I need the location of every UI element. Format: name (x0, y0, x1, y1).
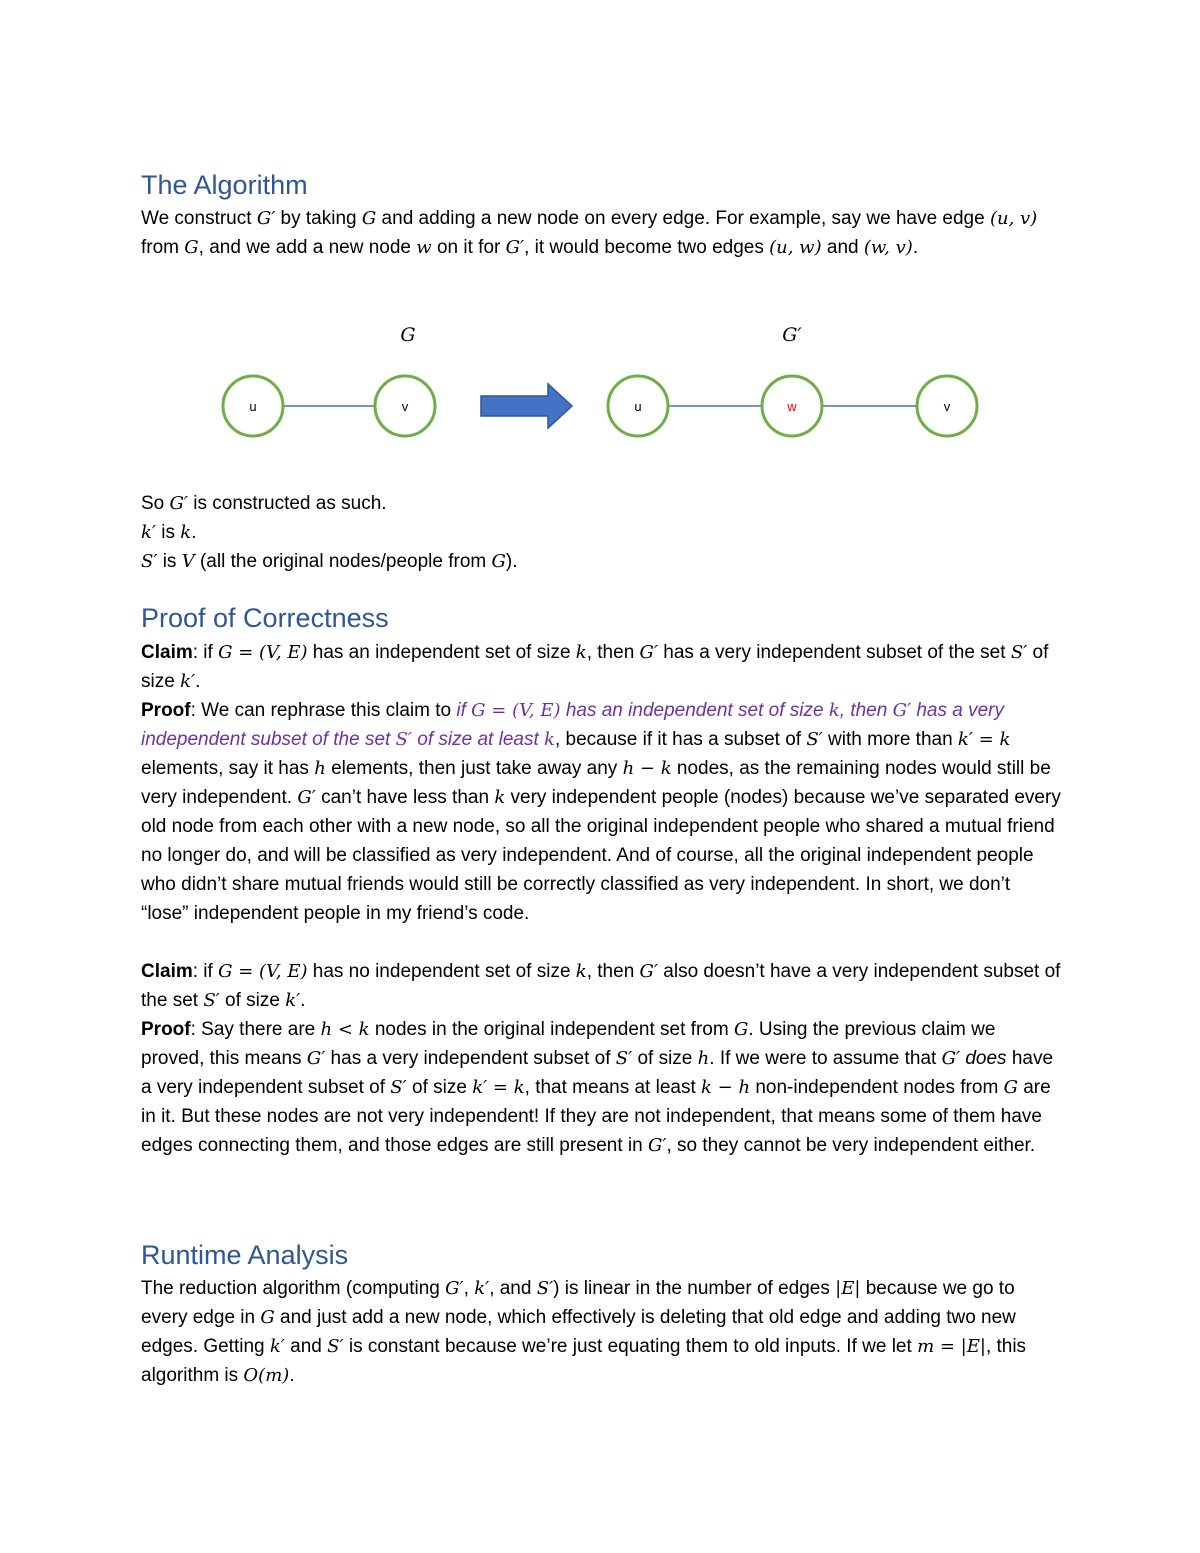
node-left-u-label: u (249, 399, 257, 414)
line-sprime: S′ is V (all the original nodes/people from G). (141, 551, 518, 572)
diagram-label-gprime: G′ (782, 324, 802, 346)
algorithm-definitions (141, 489, 1061, 576)
node-right-v-label: v (943, 399, 951, 414)
runtime-paragraph: The reduction algorithm (computing G′, k′, and S′) is linear in the number of edges |E| because we go to every edge in G and just add a new node, which effectively is deleting that old edge and adding two new edges. Getting k′ and S′ is constant because we’re just equating them to old inputs. If we let m = |E|, this algorithm is O(m). (141, 1278, 1027, 1386)
proof-1: Proof: We can rephrase this claim to if G = (V, E) has an independent set of size k, then G′ has a very independent subset of the set S′ of size at least k, because if it has a subset of S′ with more than k′ = k elements, say it has h elements, then just take away any h − k nodes, as the remaining nodes would still be very independent. G′ can’t have less than k very independent people (nodes) because we’ve separated every old node from each other with a new node, so all the original independent people who shared a mutual friend no longer do, and will be classified as very independent. And of course, all the original independent people who didn’t share mutual friends would still be correctly classified as very independent. In short, we don’t “lose” independent people in my friend’s code. (141, 700, 1061, 924)
heading-runtime: Runtime Analysis (141, 1240, 349, 1270)
claim-1: Claim: if G = (V, E) has an independent set of size k, then G′ has a very independent subset of the set S′ of size k′. (141, 642, 1049, 692)
line-kprime: k′ is k. (141, 522, 197, 543)
graph-transformation-diagram (0, 310, 1200, 480)
node-right-w-label: w (787, 399, 797, 414)
node-right-u-label: u (634, 399, 642, 414)
line-gprime-constructed: So G′ is constructed as such. (141, 493, 387, 514)
transform-arrow-icon (481, 384, 572, 428)
heading-algorithm: The Algorithm (141, 170, 308, 200)
proof-2: Proof: Say there are h < k nodes in the original independent set from G. Using the previous claim we proved, this means G′ has a very independent subset of S′ of size h. If we were to assume that G′ does have a very independent subset of S′ of size k′ = k, that means at least k − h non-independent nodes from G are in it. But these nodes are not very independent! If they are not independent, that means some of them have edges connecting them, and those edges are still present in G′, so they cannot be very independent either. (141, 1019, 1054, 1156)
claim-2: Claim: if G = (V, E) has no independent set of size k, then G′ also doesn’t have a very independent subset of the set S′ of size k′. (141, 961, 1061, 1011)
proof-body (141, 638, 1061, 1160)
algorithm-intro-paragraph: We construct G′ by taking G and adding a new node on every edge. For example, say we have edge (u, v) from G, and we add a new node w on it for G′, it would become two edges (u, w) and (w, v). (141, 208, 1038, 258)
node-left-v-label: v (401, 399, 409, 414)
heading-proof: Proof of Correctness (141, 603, 389, 633)
rephrased-claim: if G = (V, E) has an independent set of size k, then G′ has a very independent subset of the set S′ of size at least k (141, 700, 1005, 750)
diagram-label-g: G (400, 324, 416, 346)
